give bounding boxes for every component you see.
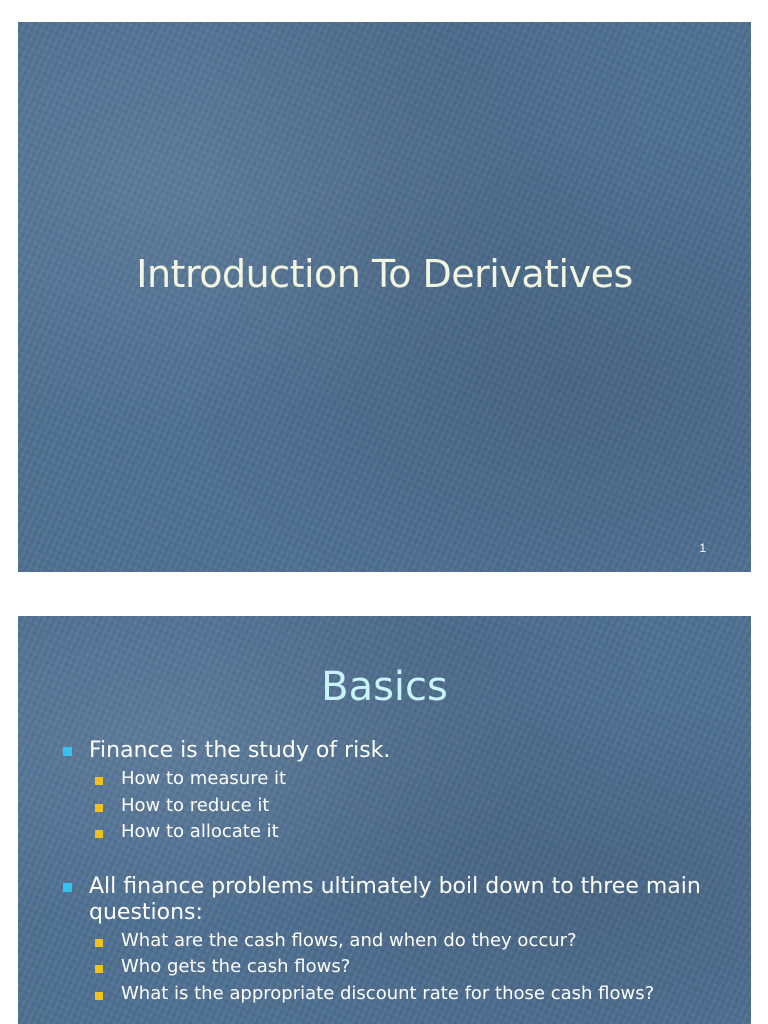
- square-bullet-icon: [95, 992, 103, 1000]
- sub-bullet-text: How to measure it: [121, 768, 287, 789]
- sub-bullet-item: [95, 981, 711, 1008]
- sub-bullet-item: [95, 928, 711, 955]
- slide-1: [18, 22, 751, 572]
- square-bullet-icon: [95, 965, 103, 973]
- bullet-text: All finance problems ultimately boil down to three main questions:: [89, 873, 701, 925]
- sub-bullet-text: What are the cash flows, and when do they occur?: [121, 929, 577, 951]
- bullet-item: [63, 738, 711, 846]
- sub-bullet-list: [89, 928, 711, 1008]
- square-bullet-icon: [63, 883, 72, 892]
- sub-bullet-text: How to allocate it: [121, 821, 279, 842]
- sub-bullet-text: Who gets the cash flows?: [121, 956, 351, 977]
- bullet-text: Finance is the study of risk.: [89, 738, 391, 763]
- slide-2-title: Basics: [321, 664, 448, 710]
- square-bullet-icon: [95, 777, 103, 785]
- sub-bullet-item: [95, 819, 711, 846]
- sub-bullet-text: How to reduce it: [121, 794, 270, 816]
- sub-bullet-list: [89, 766, 711, 846]
- slide-2: [18, 616, 751, 1024]
- sub-bullet-item: [95, 766, 711, 793]
- square-bullet-icon: [95, 804, 103, 812]
- bullet-item: [63, 874, 711, 1008]
- sub-bullet-text: What is the appropriate discount rate for those cash flows?: [121, 982, 655, 1004]
- sub-bullet-item: [95, 793, 711, 820]
- slide-1-title: Introduction To Derivatives: [136, 252, 633, 296]
- bullet-list: [63, 738, 711, 1007]
- square-bullet-icon: [95, 939, 103, 947]
- sub-bullet-item: [95, 954, 711, 981]
- slide-number: 1: [699, 541, 706, 555]
- square-bullet-icon: [95, 830, 103, 838]
- square-bullet-icon: [63, 747, 72, 756]
